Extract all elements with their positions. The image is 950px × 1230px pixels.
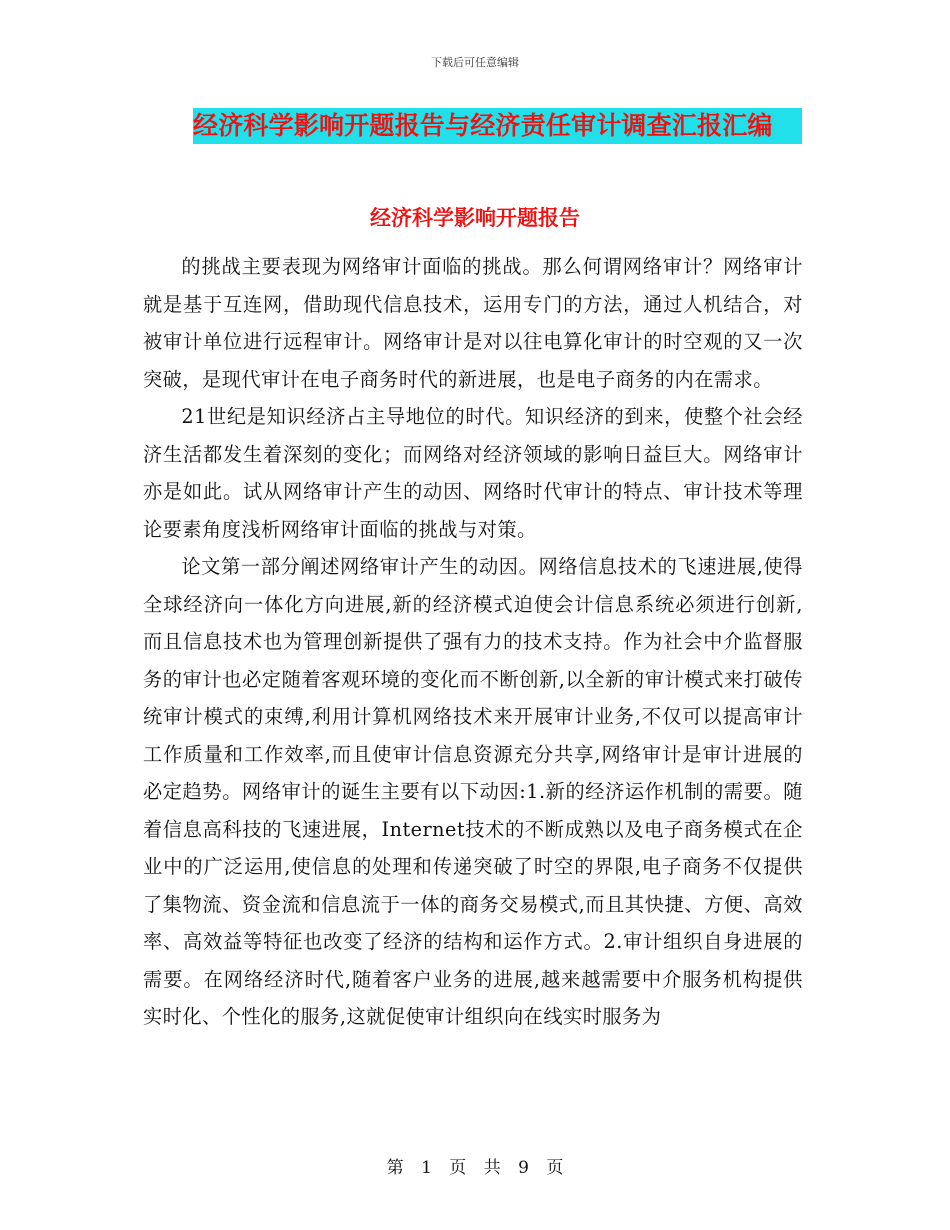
footer-page-prefix: 第: [386, 1158, 404, 1178]
footer-page-suffix: 页: [546, 1158, 564, 1178]
body-text: [143, 248, 803, 1036]
document-title: 经济科学影响开题报告与经济责任审计调查汇报汇编: [193, 111, 773, 140]
section-title: 经济科学影响开题报告: [370, 206, 580, 230]
page-footer: [0, 1153, 950, 1178]
paragraph: 论文第一部分阐述网络审计产生的动因。网络信息技术的飞速进展,使得全球经济向一体化方向进展,新的经济模式迫使会计信息系统必须进行创新,而且信息技术也为管理创新提供了强有力的技术支持。作为社会中介监督服务的审计也必定随着客观环境的变化而不断创新,以全新的审计模式来打破传统审计模式的束缚,利用计算机网络技术来开展审计业务,不仅可以提高审计工作质量和工作效率,而且使审计信息资源充分共享,网络审计是审计进展的必定趋势。网络审计的诞生主要有以下动因:1.新的经济运作机制的需要。随着信息高科技的飞速进展，Internet技术的不断成熟以及电子商务模式在企业中的广泛运用,使信息的处理和传递突破了时空的界限,电子商务不仅提供了集物流、资金流和信息流于一体的商务交易模式,而且其快捷、方便、高效率、高效益等特征也改变了经济的结构和运作方式。2.审计组织自身进展的需要。在网络经济时代,随着客户业务的进展,越来越需要中介服务机构提供实时化、个性化的服务,这就促使审计组织向在线实时服务为: [143, 555, 803, 1028]
paragraph: 的挑战主要表现为网络审计面临的挑战。那么何谓网络审计？网络审计就是基于互连网，借助现代信息技术，运用专门的方法，通过人机结合，对被审计单位进行远程审计。网络审计是对以往电算化审计的时空观的又一次突破，是现代审计在电子商务时代的新进展，也是电子商务的内在需求。: [143, 255, 803, 391]
paragraph: 21世纪是知识经济占主导地位的时代。知识经济的到来，使整个社会经济生活都发生着深刻的变化；而网络对经济领域的影响日益巨大。网络审计亦是如此。试从网络审计产生的动因、网络时代审计的特点、审计技术等理论要素角度浅析网络审计面临的挑战与对策。: [143, 405, 803, 541]
document-title-highlight: [193, 108, 802, 144]
header-note: 下载后可任意编辑: [431, 56, 519, 69]
footer-total-pages: 9: [518, 1158, 529, 1178]
footer-page-number: 1: [421, 1158, 432, 1178]
footer-total-label: 共: [483, 1158, 501, 1178]
footer-page-mid: 页: [449, 1158, 467, 1178]
